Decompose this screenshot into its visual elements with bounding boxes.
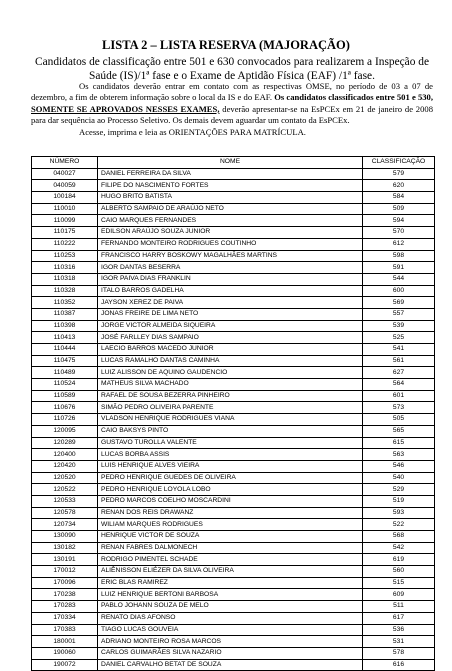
table-row <box>32 449 435 461</box>
cell-classificacao: 536 <box>363 624 435 636</box>
cell-classificacao: 578 <box>363 647 435 659</box>
table-row <box>32 215 435 227</box>
cell-classificacao: 573 <box>363 402 435 414</box>
cell-numero: 110328 <box>32 285 98 297</box>
cell-classificacao: 531 <box>363 636 435 648</box>
cell-numero: 110352 <box>32 297 98 309</box>
table-row <box>32 180 435 192</box>
cell-nome: TIAGO LUCAS GOUVEIA <box>98 624 363 636</box>
instructions-text-2: deverão apresentar-se na EsPCEx em 21 de janeiro de 2008 para dar sequência ao Processo Seletivo. Os demais devem aguardar um contato da EsPCEx. <box>31 103 433 126</box>
cell-classificacao: 627 <box>363 367 435 379</box>
cell-classificacao: 620 <box>363 180 435 192</box>
cell-nome: LAECIO BARROS MACEDO JUNIOR <box>98 344 363 356</box>
cell-classificacao: 505 <box>363 414 435 426</box>
cell-nome: LUCAS RAMALHO DANTAS CAMINHA <box>98 355 363 367</box>
cell-numero: 110099 <box>32 215 98 227</box>
instructions-bold-range: Os candidatos classificados entre 501 e 530 <box>274 92 431 103</box>
cell-numero: 100184 <box>32 192 98 204</box>
cell-numero: 110387 <box>32 308 98 320</box>
cell-nome: MATHEUS SILVA MACHADO <box>98 379 363 391</box>
cell-classificacao: 544 <box>363 273 435 285</box>
cell-classificacao: 569 <box>363 297 435 309</box>
cell-numero: 190060 <box>32 647 98 659</box>
table-body <box>32 168 435 671</box>
cell-numero: 170012 <box>32 566 98 578</box>
cell-numero: 130182 <box>32 542 98 554</box>
header-nome: NOME <box>98 157 363 169</box>
instructions-paragraph <box>31 81 433 127</box>
cell-classificacao: 617 <box>363 612 435 624</box>
cell-numero: 110489 <box>32 367 98 379</box>
cell-classificacao: 593 <box>363 507 435 519</box>
cell-numero: 110475 <box>32 355 98 367</box>
table-row <box>32 472 435 484</box>
header-numero: NÚMERO <box>32 157 98 169</box>
cell-nome: LUCAS BORBA ASSIS <box>98 449 363 461</box>
cell-classificacao: 612 <box>363 238 435 250</box>
cell-nome: ADRIANO MONTEIRO ROSA MARCOS <box>98 636 363 648</box>
cell-numero: 110222 <box>32 238 98 250</box>
table-row <box>32 285 435 297</box>
cell-nome: PEDRO HENRIQUE GUEDES DE OLIVEIRA <box>98 472 363 484</box>
cell-classificacao: 560 <box>363 566 435 578</box>
cell-nome: PEDRO HENRIQUE LOYOLA LOBO <box>98 484 363 496</box>
cell-classificacao: 561 <box>363 355 435 367</box>
cell-classificacao: 515 <box>363 577 435 589</box>
cell-nome: HENRIQUE VICTOR DE SOUZA <box>98 531 363 543</box>
cell-numero: 110524 <box>32 379 98 391</box>
cell-numero: 120520 <box>32 472 98 484</box>
cell-nome: LUIZ HENRIQUE BERTONI BARBOSA <box>98 589 363 601</box>
cell-nome: RENATO DIAS AFONSO <box>98 612 363 624</box>
cell-numero: 110413 <box>32 332 98 344</box>
table-row <box>32 425 435 437</box>
table-row <box>32 554 435 566</box>
table-row <box>32 344 435 356</box>
cell-classificacao: 601 <box>363 390 435 402</box>
cell-numero: 170096 <box>32 577 98 589</box>
cell-classificacao: 540 <box>363 472 435 484</box>
cell-nome: FILIPE DO NASCIMENTO FORTES <box>98 180 363 192</box>
table-row <box>32 531 435 543</box>
cell-nome: DANIEL FERREIRA DA SILVA <box>98 168 363 180</box>
cell-numero: 110175 <box>32 227 98 239</box>
cell-nome: RENAN FABRES DALMONECH <box>98 542 363 554</box>
cell-numero: 170238 <box>32 589 98 601</box>
cell-numero: 120578 <box>32 507 98 519</box>
cell-numero: 110444 <box>32 344 98 356</box>
cell-numero: 040027 <box>32 168 98 180</box>
cell-numero: 110676 <box>32 402 98 414</box>
cell-nome: EDILSON ARAÚJO SOUZA JUNIOR <box>98 227 363 239</box>
cell-nome: LUIZ ALISSON DE AQUINO GAUDENCIO <box>98 367 363 379</box>
cell-classificacao: 591 <box>363 262 435 274</box>
cell-nome: FERNANDO MONTEIRO RODRIGUES COUTINHO <box>98 238 363 250</box>
cell-classificacao: 570 <box>363 227 435 239</box>
table-row <box>32 367 435 379</box>
table-row <box>32 542 435 554</box>
table-row <box>32 566 435 578</box>
cell-classificacao: 609 <box>363 589 435 601</box>
cell-nome: JAYSON XEREZ DE PAIVA <box>98 297 363 309</box>
cell-nome: PABLO JOHANN SOUZA DE MELO <box>98 601 363 613</box>
cell-classificacao: 541 <box>363 344 435 356</box>
instructions-block <box>31 81 433 138</box>
table-row <box>32 320 435 332</box>
document-title: LISTA 2 – LISTA RESERVA (MAJORAÇÃO) <box>102 38 350 52</box>
candidates-table <box>31 156 435 671</box>
cell-classificacao: 557 <box>363 308 435 320</box>
cell-classificacao: 619 <box>363 554 435 566</box>
table-row <box>32 495 435 507</box>
cell-classificacao: 584 <box>363 192 435 204</box>
table-row <box>32 390 435 402</box>
cell-nome: JORGE VICTOR ALMEIDA SIQUEIRA <box>98 320 363 332</box>
cell-numero: 120400 <box>32 449 98 461</box>
cell-nome: RODRIGO PIMENTEL SCHADE <box>98 554 363 566</box>
table-row <box>32 519 435 531</box>
table-row <box>32 437 435 449</box>
cell-numero: 120533 <box>32 495 98 507</box>
cell-numero: 110398 <box>32 320 98 332</box>
cell-numero: 120522 <box>32 484 98 496</box>
intro-text: Candidatos de classificação entre 501 e 630 convocados para realizarem a Inspeção de Saúde (IS)/1ª fase e o Exame de Aptidão Física (EAF) /1ª fase. <box>34 56 430 82</box>
table-row <box>32 624 435 636</box>
cell-nome: SIMÃO PEDRO OLIVEIRA PARENTE <box>98 402 363 414</box>
table-row <box>32 168 435 180</box>
table-row <box>32 659 435 671</box>
table-row <box>32 308 435 320</box>
orientation-line: Acesse, imprima e leia as ORIENTAÇÕES PARA MATRÍCULA. <box>79 126 306 137</box>
cell-nome: FRANCISCO HARRY BOSKOWY MAGALHÃES MARTINS <box>98 250 363 262</box>
cell-classificacao: 546 <box>363 460 435 472</box>
cell-nome: WILIAM MARQUES RODRIGUES <box>98 519 363 531</box>
table-row <box>32 484 435 496</box>
cell-nome: ALBERTO SAMPAIO DE ARAÚJO NETO <box>98 203 363 215</box>
cell-nome: PEDRO MARCOS COELHO MOSCARDINI <box>98 495 363 507</box>
cell-nome: IGOR DANTAS BESERRA <box>98 262 363 274</box>
cell-numero: 110010 <box>32 203 98 215</box>
cell-nome: JONAS FREIRE DE LIMA NETO <box>98 308 363 320</box>
cell-classificacao: 615 <box>363 437 435 449</box>
cell-nome: ERIC BLAS RAMIREZ <box>98 577 363 589</box>
cell-classificacao: 539 <box>363 320 435 332</box>
cell-numero: 120289 <box>32 437 98 449</box>
cell-numero: 190072 <box>32 659 98 671</box>
cell-nome: JOSÉ FARLLEY DIAS SAMPAIO <box>98 332 363 344</box>
cell-numero: 040059 <box>32 180 98 192</box>
cell-classificacao: 519 <box>363 495 435 507</box>
cell-classificacao: 568 <box>363 531 435 543</box>
cell-classificacao: 563 <box>363 449 435 461</box>
table-row <box>32 262 435 274</box>
cell-classificacao: 579 <box>363 168 435 180</box>
table-row <box>32 647 435 659</box>
table-row <box>32 507 435 519</box>
cell-numero: 170334 <box>32 612 98 624</box>
table-row <box>32 273 435 285</box>
cell-nome: LUIS HENRIQUE ALVES VIEIRA <box>98 460 363 472</box>
cell-nome: RAFAEL DE SOUSA BEZERRA PINHEIRO <box>98 390 363 402</box>
cell-numero: 120095 <box>32 425 98 437</box>
cell-classificacao: 525 <box>363 332 435 344</box>
cell-classificacao: 594 <box>363 215 435 227</box>
table-row <box>32 589 435 601</box>
instructions-underlined: SOMENTE SE APROVADOS NESSES EXAMES, <box>31 103 220 114</box>
cell-nome: RENAN DOS REIS DRAWANZ <box>98 507 363 519</box>
table-row <box>32 250 435 262</box>
table-row <box>32 192 435 204</box>
cell-classificacao: 616 <box>363 659 435 671</box>
cell-nome: ITALO BARROS GADELHA <box>98 285 363 297</box>
table-row <box>32 238 435 250</box>
cell-nome: CAIO BAKSYS PINTO <box>98 425 363 437</box>
cell-numero: 110318 <box>32 273 98 285</box>
table-row <box>32 601 435 613</box>
cell-nome: IGOR PAIVA DIAS FRANKLIN <box>98 273 363 285</box>
table-row <box>32 379 435 391</box>
instructions-text-1: Os candidatos deverão entrar em contato com as respectivas OMSE, no período de 03 a 07 de dezembro, a fim de obterem informação sobre o local da IS e do EAF. <box>31 81 433 103</box>
header-classificacao: CLASSIFICAÇÃO <box>363 157 435 169</box>
cell-numero: 120420 <box>32 460 98 472</box>
cell-nome: CAIO MARQUES FERNANDES <box>98 215 363 227</box>
table-row <box>32 203 435 215</box>
table-row <box>32 355 435 367</box>
cell-classificacao: 511 <box>363 601 435 613</box>
table-row <box>32 577 435 589</box>
cell-numero: 110726 <box>32 414 98 426</box>
table-row <box>32 227 435 239</box>
cell-nome: CARLOS GUIMARÃES SILVA NAZARIO <box>98 647 363 659</box>
table-row <box>32 636 435 648</box>
table-row <box>32 332 435 344</box>
cell-numero: 110316 <box>32 262 98 274</box>
cell-nome: DANIEL CARVALHO BETAT DE SOUZA <box>98 659 363 671</box>
table-row <box>32 402 435 414</box>
cell-nome: HUGO BRITO BATISTA <box>98 192 363 204</box>
table-row <box>32 414 435 426</box>
table-row <box>32 460 435 472</box>
cell-nome: GUSTAVO TUROLLA VALENTE <box>98 437 363 449</box>
cell-numero: 130191 <box>32 554 98 566</box>
cell-numero: 180001 <box>32 636 98 648</box>
cell-classificacao: 542 <box>363 542 435 554</box>
cell-nome: VLADSON HENRIQUE RODRIGUES VIANA <box>98 414 363 426</box>
cell-classificacao: 564 <box>363 379 435 391</box>
table-header-row <box>32 157 435 169</box>
cell-classificacao: 598 <box>363 250 435 262</box>
cell-classificacao: 529 <box>363 484 435 496</box>
cell-numero: 130090 <box>32 531 98 543</box>
cell-classificacao: 600 <box>363 285 435 297</box>
cell-numero: 170283 <box>32 601 98 613</box>
cell-nome: ALIÊNISSON ELIÉZER DA SILVA OLIVEIRA <box>98 566 363 578</box>
table-row <box>32 612 435 624</box>
cell-classificacao: 522 <box>363 519 435 531</box>
cell-classificacao: 565 <box>363 425 435 437</box>
cell-numero: 170383 <box>32 624 98 636</box>
cell-classificacao: 509 <box>363 203 435 215</box>
cell-numero: 110253 <box>32 250 98 262</box>
instructions-bold-sep: , <box>430 92 434 103</box>
table-row <box>32 297 435 309</box>
cell-numero: 120734 <box>32 519 98 531</box>
cell-numero: 110589 <box>32 390 98 402</box>
